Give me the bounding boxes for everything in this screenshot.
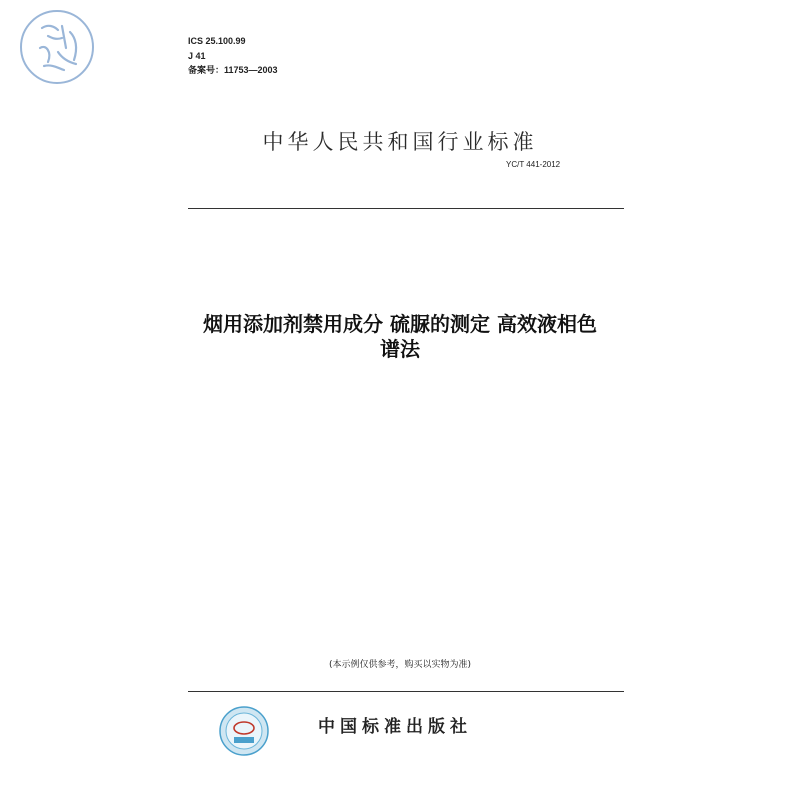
bottom-divider (188, 691, 624, 692)
standard-number: YC/T 441-2012 (506, 160, 561, 169)
document-title-line-2: 谱法 (380, 337, 420, 361)
top-divider (188, 208, 624, 209)
document-title-line-1: 烟用添加剂禁用成分 硫脲的测定 高效液相色 (203, 312, 597, 336)
issuer-heading: 中华人民共和国行业标准 (262, 130, 538, 154)
ics-code: ICS 25.100.99 (188, 36, 246, 46)
classification-code: J 41 (188, 51, 206, 61)
disclaimer-note: (本示例仅供参考，购买以实物为准) (328, 660, 472, 670)
record-number: 备案号：11753—2003 (188, 65, 278, 75)
watermark-stamp-icon (18, 8, 96, 86)
certification-seal-icon (219, 706, 269, 756)
publisher-name: 中国标准出版社 (318, 717, 472, 737)
